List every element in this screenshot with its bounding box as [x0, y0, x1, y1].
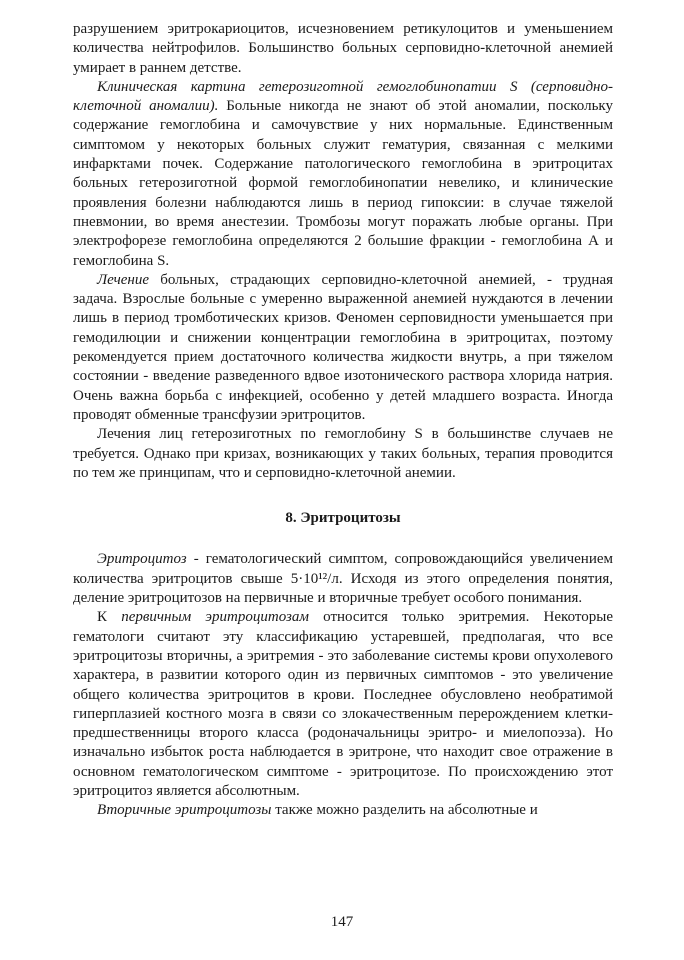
paragraph-secondary-erythrocytosis — [73, 801, 613, 820]
paragraph-erythrocytosis-definition — [73, 550, 613, 608]
term-treatment: Лечение — [97, 271, 150, 288]
page-body — [73, 20, 613, 821]
paragraph-text: больных, страдающих серповидно-клеточной анемией, - трудная задача. Взрослые больные с умеренно выраженной анемией нуждаются в лечении лишь в период тромботических кризов. Феномен серповидности уменьшается при гемодилюции и снижении концентрации гемоглобина в эритроцитах, поэтому рекомендуется прием достаточного количества жидкости внутрь, а при тяжелом состоянии - введение разведенного вдвое изотонического раствора хлорида натрия. Очень важна борьба с инфекцией, особенно у детей младшего возраста. Иногда проводят обменные трансфузии эритроцитов. — [73, 271, 613, 423]
paragraph-text: также можно разделить на абсолютные и — [271, 802, 538, 819]
paragraph-text: К — [97, 609, 122, 626]
term-primary-erythrocytosis: первичным эритроцитозам — [121, 609, 309, 626]
paragraph-heterozygous-treatment: Лечения лиц гетерозиготных по гемоглобину S в большинстве случаев не требуется. Однако при кризах, возникающих у таких больных, терапия проводится по тем же принципам, что и серповидно-клеточной анемии. — [73, 426, 613, 481]
paragraph-primary-erythrocytosis — [73, 608, 613, 801]
paragraph-text: Больные никогда не знают об этой аномалии, поскольку содержание гемоглобина и самочувствие у них нормальные. Единственным симптомом у некоторых больных служит гематурия, связанная с мелкими инфарктами почек. Содержание патологического гемоглобина в эритроцитах больных гетерозиготной формой гемоглобинопатии невелико, и клинические проявления болезни наблюдаются лишь в период гипоксии: в случае тяжелой пневмонии, во время анестезии. Тромбозы могут поражать любые органы. При электрофорезе гемоглобина определяются 2 большие фракции - гемоглобина А и гемоглобина S. — [73, 98, 613, 269]
term-clinical-picture: Клиническая картина гетерозиготной гемоглобинопатии S (серповидно-клеточной аномалии). — [73, 78, 613, 115]
section-heading: 8. Эритроцитозы — [285, 510, 401, 527]
term-secondary-erythrocytosis: Вторичные эритроцитозы — [97, 802, 272, 819]
term-erythrocytosis: Эритроцитоз — [97, 551, 187, 568]
page-number: 147 — [330, 914, 354, 930]
paragraph-treatment — [73, 271, 613, 425]
paragraph-text: относится только эритремия. Некоторые гематологи считают эту классификацию устаревшей, предполагая, что все эритроцитозы вторичны, а эритремия - это заболевание системы крови опухолевого характера, в развитии которого один из первичных симптомов - это увеличение общего количества эритроцитов в крови. Последнее обусловлено необратимой гиперплазией костного мозга в связи со злокачественным перерождением клетки-предшественницы второго класса (родоначальницы эритро- и миелопоэза). Но изначально избыток роста наблюдается в эритроне, что находит свое отражение в основном гематологическом симптоме - эритроцитозе. По происхождению этот эритроцитоз является абсолютным. — [73, 609, 613, 799]
paragraph-intro: разрушением эритрокариоцитов, исчезновением ретикулоцитов и уменьшением количества нейтрофилов. Большинство больных серповидно-клеточной анемией умирает в раннем детстве. — [73, 21, 613, 76]
paragraph-text: - гематологический симптом, сопровождающийся увеличением количества эритроцитов свыше 5·10¹²/л. Исходя из этого определения понятия, деление эритроцитозов на первичные и вторичные требует особого понимания. — [73, 551, 613, 607]
paragraph-heterozygous-clinical — [73, 78, 613, 271]
